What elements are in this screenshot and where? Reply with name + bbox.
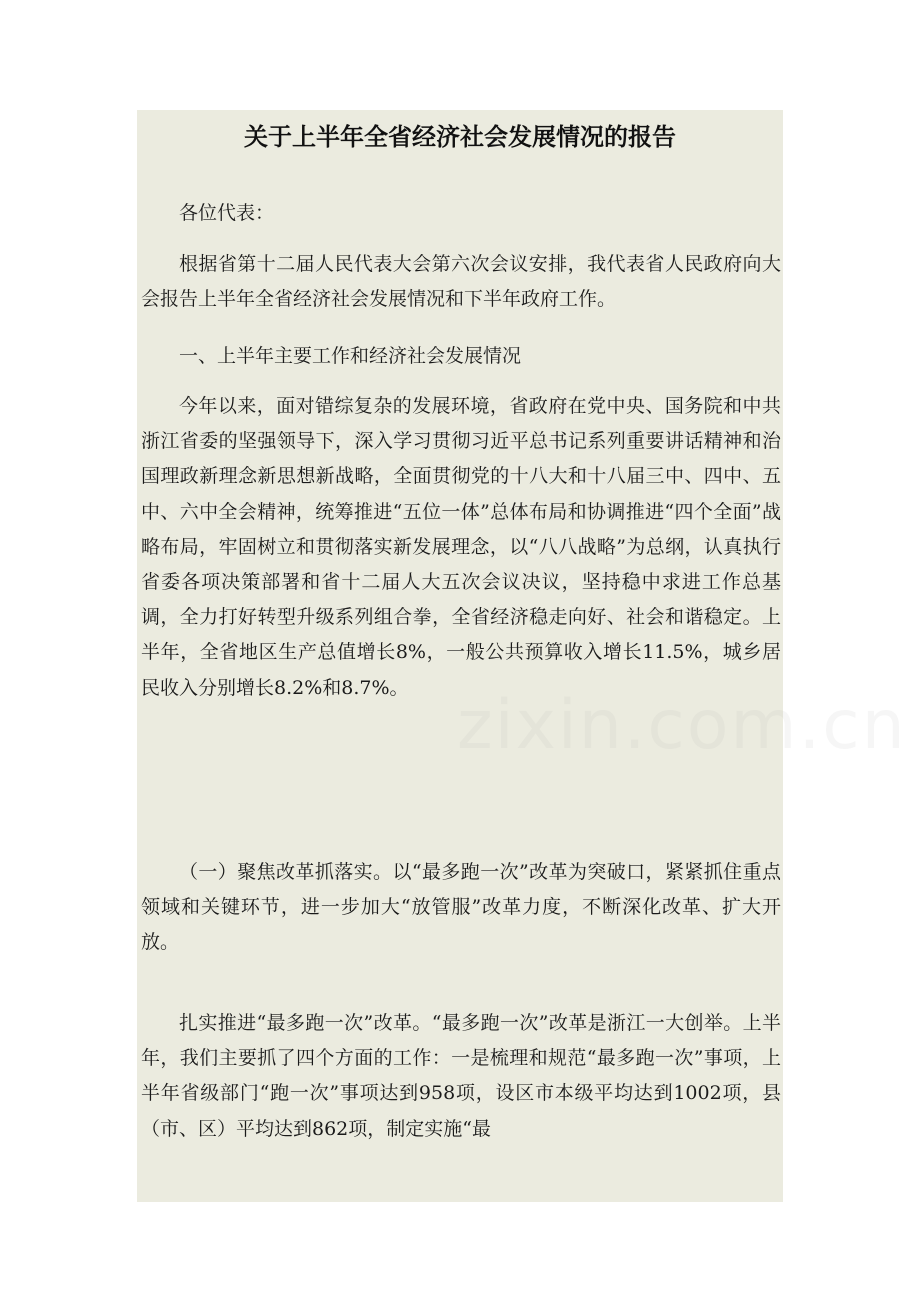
- paragraph-overview: 今年以来，面对错综复杂的发展环境，省政府在党中央、国务院和中共浙江省委的坚强领导下，深入学习贯彻习近平总书记系列重要讲话精神和治国理政新理念新思想新战略，全面贯彻党的十八大和十八届三中、四中、五中、六中全会精神，统筹推进“五位一体”总体布局和协调推进“四个全面”战略布局，牢固树立和贯彻落实新发展理念，以“八八战略”为总纲，认真执行省委各项决策部署和省十二届人大五次会议决议，坚持稳中求进工作总基调，全力打好转型升级系列组合拳，全省经济稳走向好、社会和谐稳定。上半年，全省地区生产总值增长8%，一般公共预算收入增长11.5%，城乡居民收入分别增长8.2%和8.7%。: [141, 395, 781, 699]
- salutation: 各位代表：: [179, 202, 275, 224]
- section-heading-1: 一、上半年主要工作和经济社会发展情况: [179, 345, 522, 367]
- document-page: [137, 110, 907, 1202]
- document-title: 关于上半年全省经济社会发展情况的报告: [244, 123, 676, 151]
- paragraph-intro: 根据省第十二届人民代表大会第六次会议安排，我代表省人民政府向大会报告上半年全省经济社会发展情况和下半年政府工作。: [141, 253, 781, 311]
- paragraph-subsection-1: （一）聚焦改革抓落实。以“最多跑一次”改革为突破口，紧紧抓住重点领域和关键环节，进一步加大“放管服”改革力度，不断深化改革、扩大开放。: [141, 861, 781, 954]
- paragraph-reform: 扎实推进“最多跑一次”改革。“最多跑一次”改革是浙江一大创举。上半年，我们主要抓了四个方面的工作：一是梳理和规范“最多跑一次”事项，上半年省级部门“跑一次”事项达到958项，设区市本级平均达到1002项，县（市、区）平均达到862项，制定实施“最: [141, 1012, 781, 1140]
- watermark: zixin.com.cn: [457, 686, 907, 765]
